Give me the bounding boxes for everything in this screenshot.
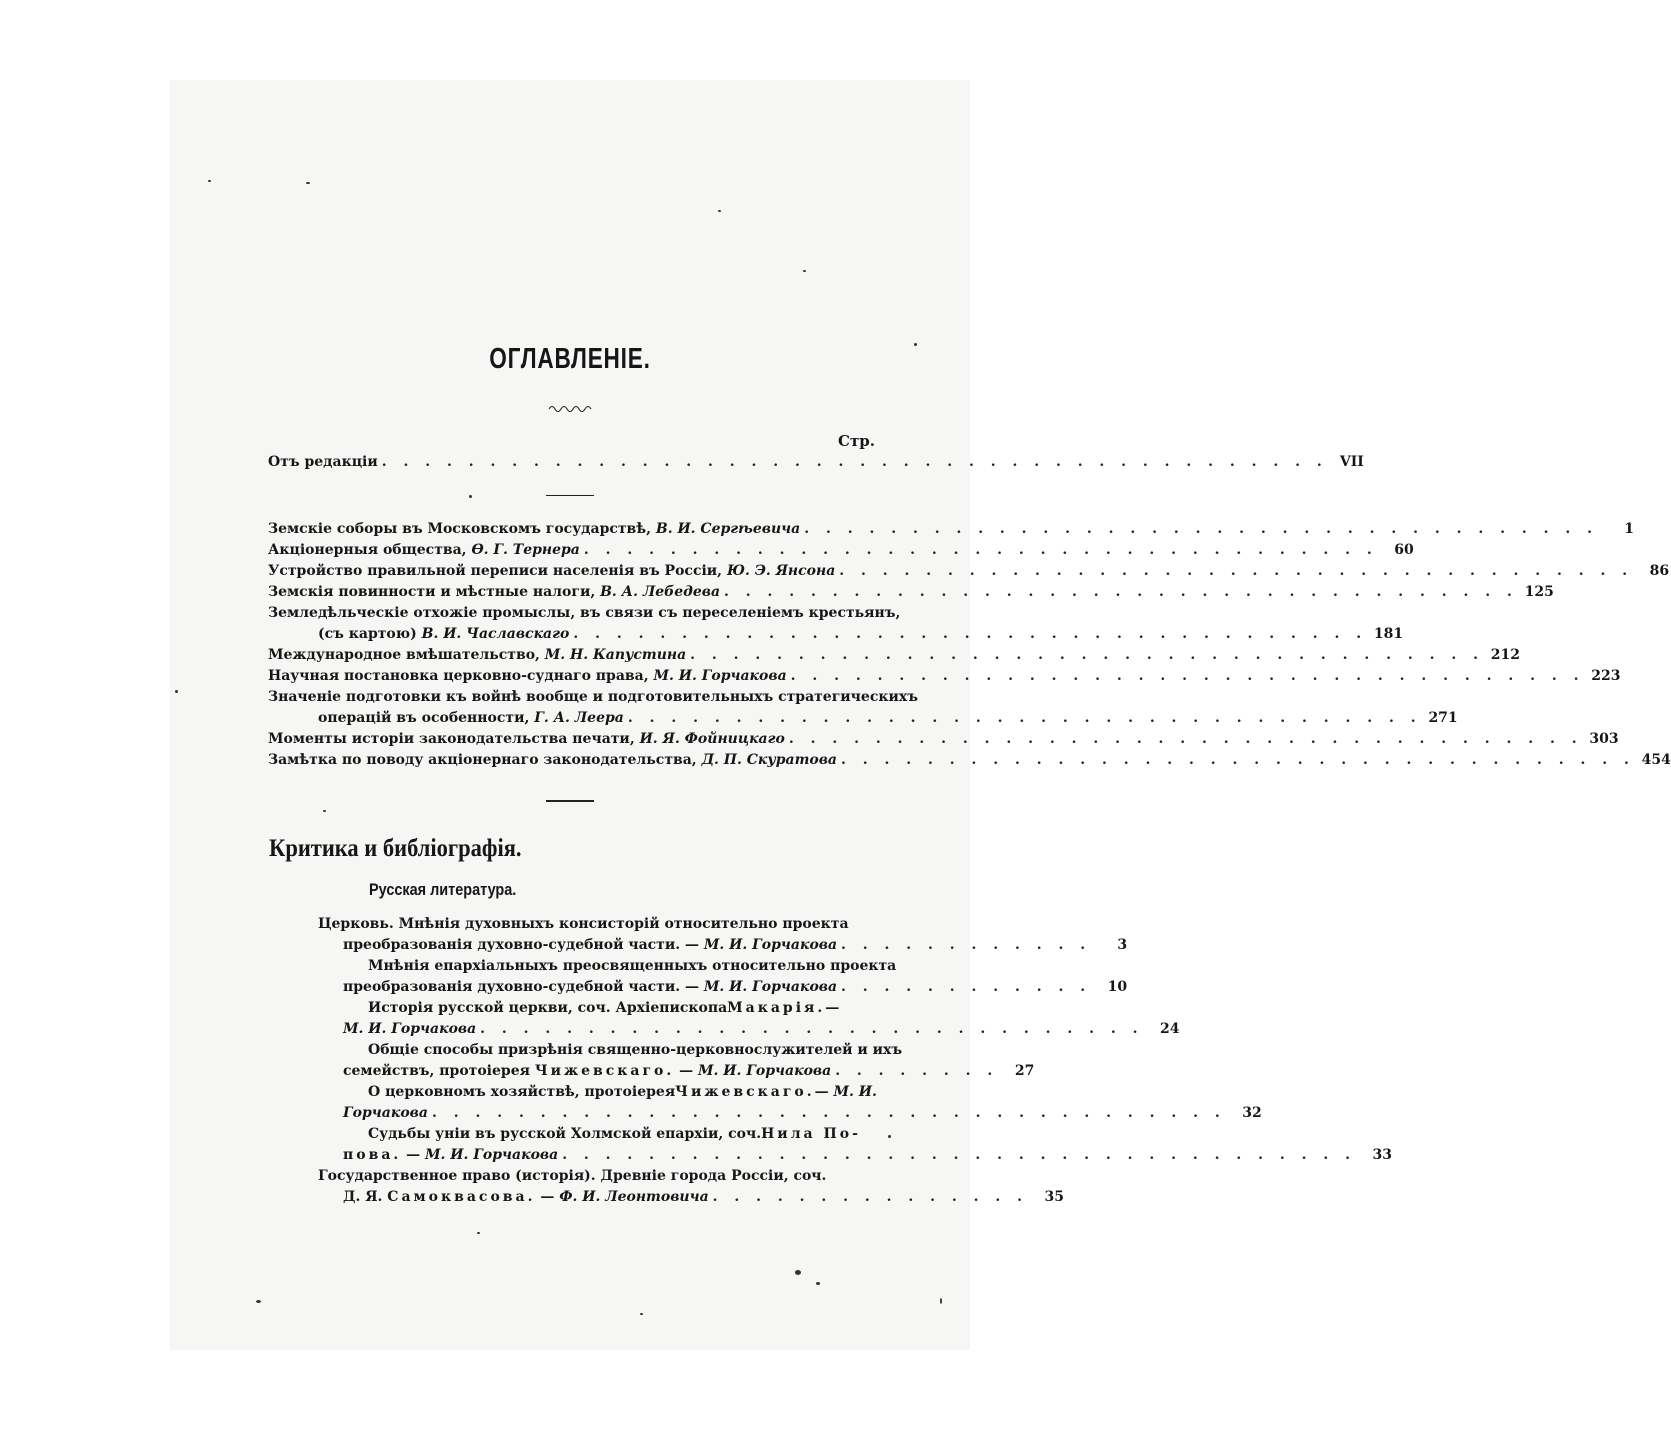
toc-entry-line1 bbox=[268, 603, 901, 624]
wavy-ornament bbox=[548, 403, 594, 413]
toc-entry-author: М. И. Горчакова bbox=[653, 668, 787, 684]
review-text: О церковномъ хозяйствѣ, протоіерея bbox=[368, 1084, 676, 1100]
review-text: Церковь. Мнѣнія духовныхъ консисторій относительно проекта bbox=[318, 916, 849, 932]
toc-entry[interactable] bbox=[268, 540, 1414, 561]
page-column-label: Стр. bbox=[838, 432, 875, 450]
toc-entry-text: Научная постановка церковно-суднаго права, bbox=[268, 668, 649, 684]
toc-entry[interactable] bbox=[268, 519, 1635, 540]
dot-leader: . . . . . . . . . . . . . . . . . . . . . . . . . . . . . . . . . . . . . bbox=[804, 521, 1599, 537]
toc-entry-text: Значеніе подготовки къ войнѣ вообще и подготовительныхъ стратегическихъ bbox=[268, 689, 918, 705]
subsection-heading: Русская литература. bbox=[369, 880, 517, 899]
scan-speck bbox=[816, 1282, 820, 1285]
review-line bbox=[368, 998, 840, 1019]
page-number: 10 bbox=[1107, 979, 1128, 995]
toc-entry-text: Отъ редакціи bbox=[268, 454, 378, 470]
review-author: М. И. Горчакова bbox=[343, 1021, 477, 1037]
scan-speck bbox=[888, 1135, 891, 1138]
review-text: Судьбы уніи въ русской Холмской епархіи, соч. bbox=[368, 1126, 762, 1142]
review-line bbox=[368, 1082, 877, 1103]
review-line bbox=[368, 956, 897, 977]
scan-speck bbox=[718, 210, 721, 212]
scan-speck bbox=[914, 343, 917, 346]
page-number: 223 bbox=[1591, 668, 1621, 684]
review-text: преобразованія духовно-судебной части. — bbox=[343, 937, 699, 953]
toc-entry[interactable] bbox=[268, 561, 1670, 582]
review-text: Исторія русской церкви, соч. Архіепископа bbox=[368, 1000, 728, 1016]
review-line bbox=[368, 1040, 903, 1061]
dot-leader: . . . . . . . . . . . . . . . . . . . . . . . . . . . . . . . . . . . . . bbox=[841, 752, 1635, 768]
toc-entry-author: Д. П. Скуратова bbox=[701, 752, 838, 768]
toc-entry[interactable] bbox=[268, 582, 1554, 603]
page-number: 212 bbox=[1490, 647, 1520, 663]
review-text: — bbox=[679, 1063, 694, 1079]
scan-speck bbox=[323, 810, 326, 812]
scan-speck bbox=[795, 1270, 801, 1275]
review-text: пова. bbox=[343, 1147, 402, 1163]
dot-leader: . . . . . . . . . . . . . . . . . . . . . . . . . . . . . . . . . . . . . bbox=[627, 710, 1422, 726]
scan-speck bbox=[256, 1300, 261, 1303]
toc-entry-text: (съ картою) bbox=[318, 626, 417, 642]
toc-entry-text: Земскіе соборы въ Московскомъ государствѣ, bbox=[268, 521, 651, 537]
dot-leader: . . . . . . . . bbox=[835, 1063, 999, 1079]
toc-entry-text: Моменты исторіи законодательства печати, bbox=[268, 731, 635, 747]
scan-speck bbox=[306, 182, 310, 184]
review-author: Горчакова bbox=[343, 1105, 428, 1121]
review-text: Нила По- bbox=[761, 1126, 861, 1142]
divider bbox=[546, 800, 594, 802]
dot-leader: . . . . . . . . . . . . . . . . . . . . . . . . . . . . . . . . . . . . . . . . . . . . bbox=[381, 454, 1328, 470]
review-entry[interactable] bbox=[343, 977, 1128, 998]
scan-speck bbox=[477, 1232, 480, 1234]
dot-leader: . . . . . . . . . . . . . . . . . . . . . . . . . . . . . . . . . . . . . bbox=[431, 1105, 1226, 1121]
toc-preface[interactable] bbox=[268, 452, 1364, 473]
section-heading: Критика и библіографія. bbox=[269, 835, 522, 862]
dot-leader: . . . . . . . . . . . . . . . . . . . . . . . . . . . . . . . . . . . . . bbox=[562, 1147, 1356, 1163]
review-text: семействъ, протоіерея bbox=[343, 1063, 530, 1079]
toc-entry-text: Земледѣльческіе отхожіе промыслы, въ связи съ переселеніемъ крестьянъ, bbox=[268, 605, 901, 621]
review-entry[interactable] bbox=[343, 1187, 1065, 1208]
toc-entry-author: В. И. Чаславскаго bbox=[421, 626, 570, 642]
toc-entry-text: Международное вмѣшательство, bbox=[268, 647, 540, 663]
page-number: 86 bbox=[1649, 563, 1670, 579]
review-text: Государственное право (исторія). Древніе города Россіи, соч. bbox=[318, 1168, 827, 1184]
review-entry[interactable] bbox=[343, 1061, 1035, 1082]
review-line bbox=[368, 1124, 861, 1145]
page-number: 3 bbox=[1117, 937, 1128, 953]
toc-entry[interactable] bbox=[268, 750, 1671, 771]
review-entry[interactable] bbox=[343, 1019, 1180, 1040]
review-text: преобразованія духовно-судебной части. — bbox=[343, 979, 699, 995]
page-number: 33 bbox=[1372, 1147, 1392, 1163]
review-text: Чижевскаго. bbox=[534, 1063, 675, 1079]
review-author: Ф. И. Леонтовича bbox=[559, 1189, 709, 1205]
toc-entry[interactable] bbox=[268, 645, 1520, 666]
scan-speck bbox=[208, 180, 211, 182]
toc-entry[interactable] bbox=[318, 624, 1404, 645]
review-author: М. И. Горчакова bbox=[703, 979, 838, 995]
page-number: 303 bbox=[1589, 731, 1619, 747]
toc-entry-author: Ѳ. Г. Тернера bbox=[471, 542, 580, 558]
scan-speck bbox=[803, 270, 806, 272]
dot-leader: . . . . . . . . . . . . . . . bbox=[712, 1189, 1029, 1205]
dot-leader: . . . . . . . . . . . . . . . . . . . . . . . . . . . . . . . . . . . . . bbox=[724, 584, 1518, 600]
review-author: М. И. Горчакова bbox=[698, 1063, 832, 1079]
dot-leader: . . . . . . . . . . . . . . . . . . . . . . . . . . . . . . . . . . . . . bbox=[788, 731, 1583, 747]
toc-entry-text: Земскія повинности и мѣстные налоги, bbox=[268, 584, 596, 600]
page-number: 60 bbox=[1394, 542, 1414, 558]
page-number: 24 bbox=[1160, 1021, 1180, 1037]
page-number: 125 bbox=[1524, 584, 1554, 600]
toc-entry-author: Г. А. Леера bbox=[534, 710, 624, 726]
review-text: Д. Я. bbox=[343, 1189, 383, 1205]
review-text: Общіе способы призрѣнія священно-церковнослужителей и ихъ bbox=[368, 1042, 903, 1058]
scan-speck bbox=[640, 1313, 643, 1315]
toc-entry[interactable] bbox=[268, 729, 1619, 750]
toc-entry-author: И. Я. Фойницкаго bbox=[639, 731, 785, 747]
dot-leader: . . . . . . . . . . . . . . . . . . . . . . . . . . . . . . . bbox=[480, 1021, 1144, 1037]
review-line bbox=[318, 914, 849, 935]
review-text: — М. И. bbox=[814, 1084, 877, 1100]
review-entry[interactable] bbox=[343, 1145, 1392, 1166]
dot-leader: . . . . . . . . . . . . . . . . . . . . . . . . . . . . . . . . . . . . . bbox=[839, 563, 1634, 579]
toc-entry-text: Устройство правильной переписи населенія въ Россіи, bbox=[268, 563, 723, 579]
page-number: VII bbox=[1339, 454, 1364, 470]
review-text: Мнѣнія епархіальныхъ преосвященныхъ относительно проекта bbox=[368, 958, 897, 974]
divider bbox=[546, 495, 594, 496]
review-text: Самоквасова. bbox=[387, 1189, 536, 1205]
scan-speck bbox=[175, 690, 178, 693]
review-text: Чижевскаго. bbox=[675, 1084, 815, 1100]
review-entry[interactable] bbox=[343, 1103, 1262, 1124]
review-author: М. И. Горчакова bbox=[425, 1147, 559, 1163]
review-text: — bbox=[540, 1189, 555, 1205]
toc-entry-author: В. И. Сергѣевича bbox=[655, 521, 801, 537]
page-number: 454 bbox=[1641, 752, 1671, 768]
review-text: — bbox=[825, 1000, 840, 1016]
toc-entry-author: Ю. Э. Янсона bbox=[726, 563, 836, 579]
review-entry[interactable] bbox=[343, 935, 1128, 956]
page-number: 35 bbox=[1044, 1189, 1065, 1205]
dot-leader: . . . . . . . . . . . . bbox=[841, 979, 1092, 995]
toc-entry-text: Акціонерныя общества, bbox=[268, 542, 467, 558]
review-text: Макарія. bbox=[727, 1000, 826, 1016]
page-number: 181 bbox=[1373, 626, 1404, 642]
toc-entry[interactable] bbox=[268, 666, 1621, 687]
scan-speck bbox=[469, 495, 472, 498]
toc-entry-author: В. А. Лебедева bbox=[600, 584, 721, 600]
review-line bbox=[318, 1166, 828, 1187]
dot-leader: . . . . . . . . . . . . . . . . . . . . . . . . . . . . . . . . . . . . . bbox=[790, 668, 1585, 684]
dot-leader: . . . . . . . . . . . . . . . . . . . . . . . . . . . . . . . . . . . . . bbox=[573, 626, 1368, 642]
dot-leader: . . . . . . . . . . . . bbox=[841, 937, 1092, 953]
review-author: М. И. Горчакова bbox=[703, 937, 838, 953]
toc-entry-text: Замѣтка по поводу акціонернаго законодательства, bbox=[268, 752, 697, 768]
page-number: 1 bbox=[1624, 521, 1635, 537]
toc-entry[interactable] bbox=[318, 708, 1458, 729]
toc-entry-line1 bbox=[268, 687, 918, 708]
page-number: 271 bbox=[1428, 710, 1458, 726]
page-number: 27 bbox=[1014, 1063, 1035, 1079]
scan-speck bbox=[940, 1298, 942, 1304]
dot-leader: . . . . . . . . . . . . . . . . . . . . . . . . . . . . . . . . . . . . . bbox=[690, 647, 1484, 663]
review-text: — bbox=[406, 1147, 421, 1163]
toc-entry-author: М. Н. Капустина bbox=[544, 647, 687, 663]
toc-entry-text: операцій въ особенности, bbox=[318, 710, 530, 726]
dot-leader: . . . . . . . . . . . . . . . . . . . . . . . . . . . . . . . . . . . . . bbox=[583, 542, 1378, 558]
page-number: 32 bbox=[1242, 1105, 1262, 1121]
page-title: ОГЛАВЛЕНІЕ. bbox=[489, 343, 651, 375]
